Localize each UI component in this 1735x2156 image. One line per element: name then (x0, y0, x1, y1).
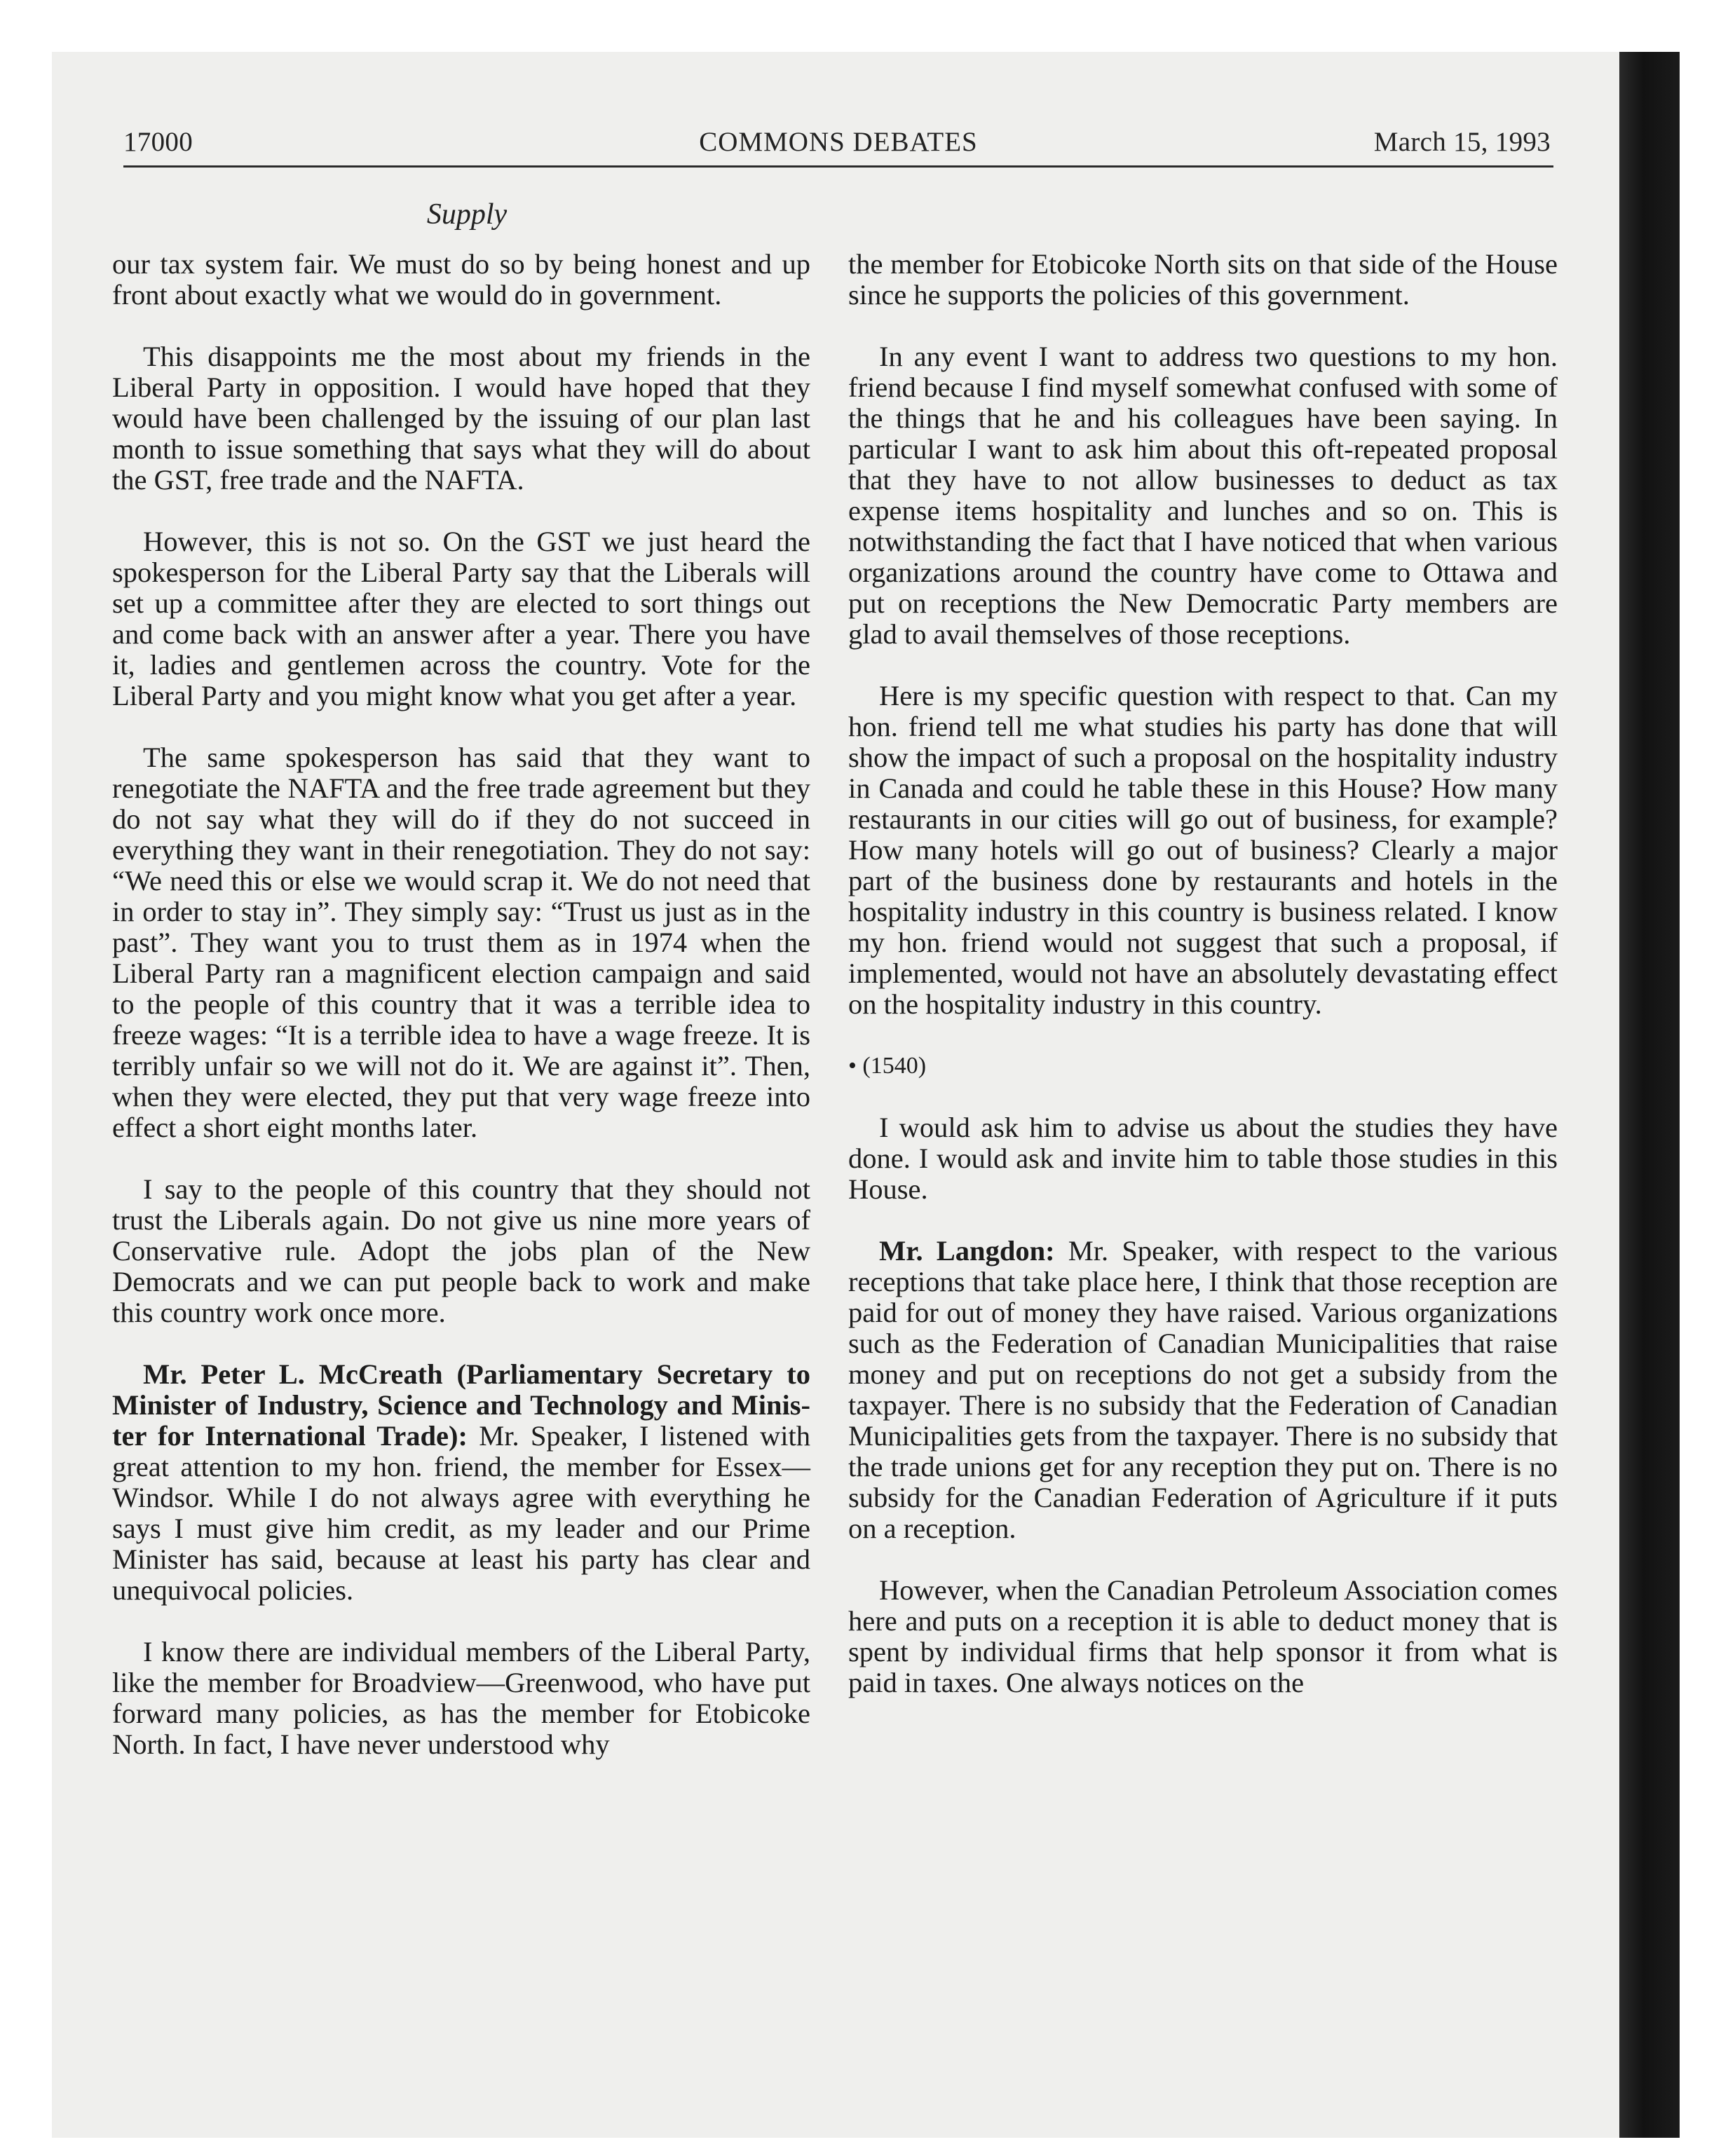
paragraph: However, this is not so. On the GST we just heard the spokesperson for the Liberal Party say that the Liberals will set up a committee after they are elected to sort things out and come back with an answer after a year. There you have it, ladies and gentlemen across the country. Vote for the Liberal Party and you might know what you get after a year. (112, 526, 810, 711)
speech-text: Mr. Speaker, I listened with great attention to my hon. friend, the member for Essex—Windsor. While I do not always agree with everything he says I must give him credit, as my leader and our Prime Minister has said, because at least his party has clear and unequivocal policies. (112, 1420, 810, 1606)
paragraph: Here is my specific question with respect to that. Can my hon. friend tell me what studies his party has done that will show the impact of such a proposal on the hospitality industry in Canada and could he table these in this House? How many restaurants in our cities will go out of business, for example? How many hotels will go out of business? Clearly a major part of the business done by restaurants and hotels in the hospitality industry in this country is business related. I know my hon. friend would not suggest that such a proposal, if implemented, would not have an absolutely devastating effect on the hospitality industry in this country. (848, 680, 1558, 1020)
speaker-name: Mr. Langdon: (879, 1235, 1055, 1267)
paragraph: I know there are individual members of the Liberal Party, like the member for Broadview—Greenwood, who have put forward many policies, as has the member for Etobicoke North. In fact, I have never understood why (112, 1636, 810, 1760)
paragraph: In any event I want to address two questions to my hon. friend because I find myself somewhat confused with some of the things that he and his colleagues have been saying. In particular I want to ask him about this oft-repeated proposal that they have to not allow businesses to deduct as tax expense items hospitality and lunches and so on. This is notwithstanding the fact that I have noticed that when various organizations around the country have come to Ottawa and put on receptions the New Democratic Party members are glad to avail themselves of those receptions. (848, 341, 1558, 650)
speaker-name: Mr. Peter L. McCreath (Parliamentary Secretary to Minister of Industry, Science and Technology and Minister for International Trade): (112, 1358, 810, 1452)
paragraph: However, when the Canadian Petroleum Association comes here and puts on a reception it is able to deduct money that is spent by individual firms that help sponsor it from what is paid in taxes. One always notices on the (848, 1574, 1558, 1698)
speech-mccreath (112, 1359, 810, 1606)
publication-title: COMMONS DEBATES (699, 127, 978, 157)
paragraph: I would ask him to advise us about the studies they have done. I would ask and invite him to table those studies in this House. (848, 1112, 1558, 1205)
publication-date: March 15, 1993 (1373, 127, 1551, 157)
speech-langdon (848, 1236, 1558, 1544)
paragraph: This disappoints me the most about my friends in the Liberal Party in opposition. I would have hoped that they would have been challenged by the issuing of our plan last month to issue something that says what they will do about the GST, free trade and the NAFTA. (112, 341, 810, 496)
page-header (123, 123, 1553, 168)
paragraph: our tax system fair. We must do so by being honest and up front about exactly what we would do in government. (112, 248, 810, 311)
right-column (848, 249, 1558, 1729)
scan-edge (1619, 52, 1680, 2138)
paragraph: The same spokesperson has said that they want to renegotiate the NAFTA and the free trade agreement but they do not say what they will do if they do not succeed in everything they want in their renegotiation. They do not say: “We need this or else we would scrap it. We do not need that in order to stay in”. They simply say: “Trust us just as in the past”. They want you to trust them as in 1974 when the Liberal Party ran a magnificent election campaign and said to the people of this country that it was a terrible idea to freeze wages: “It is a terrible idea to have a wage freeze. It is terribly unfair so we will not do it. We are against it”. Then, when they were elected, they put that very wage freeze into effect a short eight months later. (112, 742, 810, 1143)
section-title: Supply (426, 198, 508, 231)
paragraph: the member for Etobicoke North sits on that side of the House since he supports the policies of this government. (848, 248, 1558, 311)
time-marker: • (1540) (848, 1053, 927, 1079)
paragraph: I say to the people of this country that they should not trust the Liberals again. Do not give us nine more years of Conservative rule. Adopt the jobs plan of the New Democrats and we can put people back to work and make this country work once more. (112, 1173, 810, 1328)
page-number: 17000 (123, 127, 193, 157)
left-column (112, 249, 810, 1791)
speech-text: Mr. Speaker, with respect to the various receptions that take place here, I think that those reception are paid for out of money they have raised. Various organizations such as the Federation of Canadian Municipalities that raise money and put on receptions do not get a subsidy from the taxpayer. There is no subsidy that the Federation of Canadian Municipalities gets from the taxpayer. There is no subsidy that the trade unions get for any reception they put on. There is no subsidy for the Canadian Federation of Agriculture if it puts on a reception. (848, 1235, 1558, 1544)
